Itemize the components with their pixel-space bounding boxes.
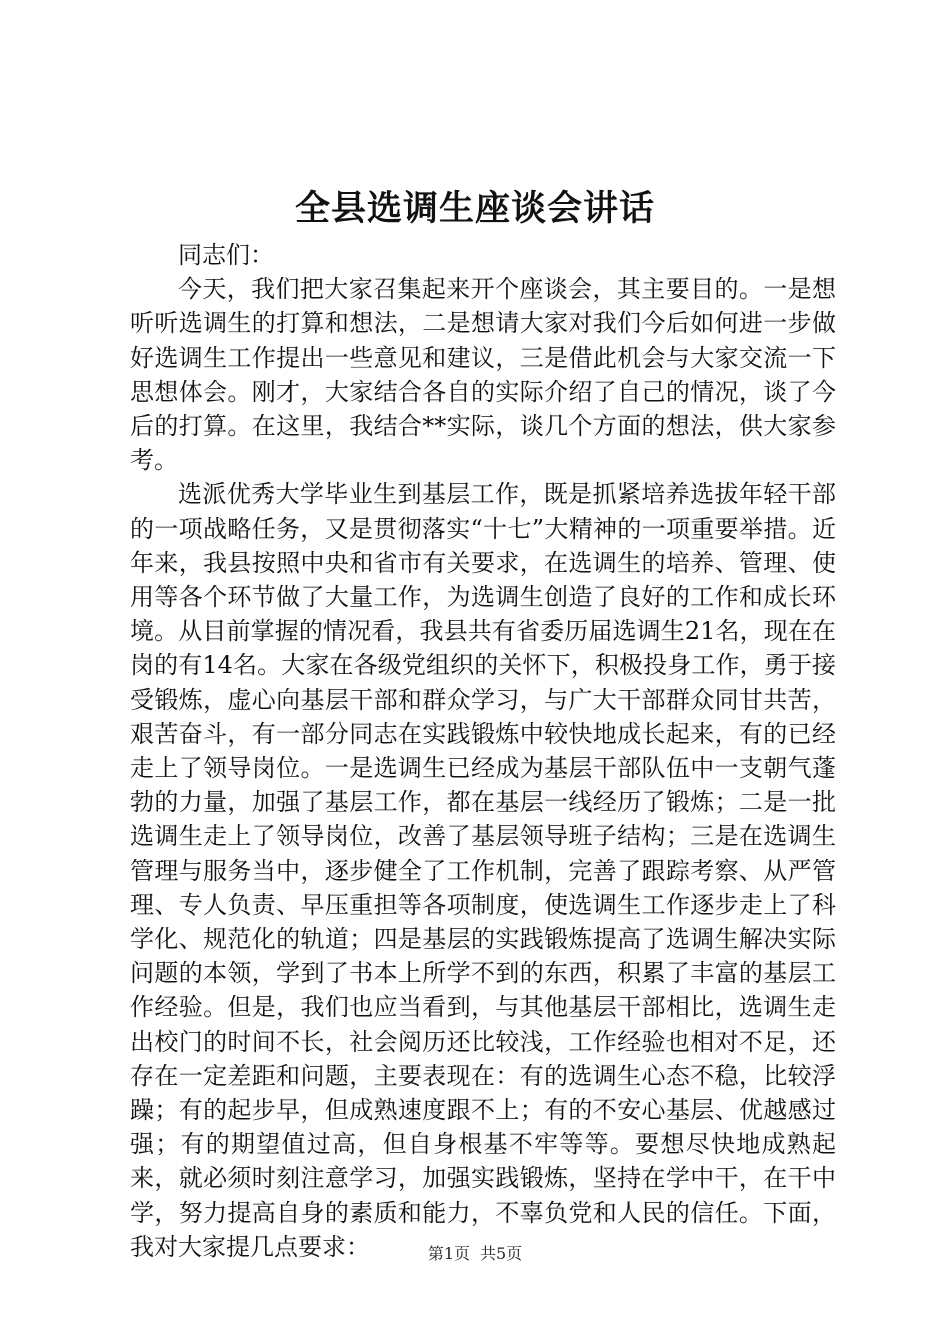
paragraph-situation: 选派优秀大学毕业生到基层工作，既是抓紧培养选拔年轻干部的一项战略任务，又是贯彻落实“十七”大精神的一项重要举措。近年来，我县按照中央和省市有关要求，在选调生的培养、管理、使用等各个环节做了大量工作，为选调生创造了良好的工作和成长环境。从目前掌握的情况看，我县共有省委历届选调生21名，现在在岗的有14名。大家在各级党组织的关怀下，积极投身工作，勇于接受锻炼，虚心向基层干部和群众学习，与广大干部群众同甘共苦，艰苦奋斗，有一部分同志在实践锻炼中较快地成长起来，有的已经走上了领导岗位。一是选调生已经成为基层干部队伍中一支朝气蓬勃的力量，加强了基层工作，都在基层一线经历了锻炼；二是一批选调生走上了领导岗位，改善了基层领导班子结构；三是在选调生管理与服务当中，逐步健全了工作机制，完善了跟踪考察、从严管理、专人负责、早压重担等各项制度，使选调生工作逐步走上了科学化、规范化的轨道；四是基层的实践锻炼提高了选调生解决实际问题的本领，学到了书本上所学不到的东西，积累了丰富的基层工作经验。但是，我们也应当看到，与其他基层干部相比，选调生走出校门的时间不长，社会阅历还比较浅，工作经验也相对不足，还存在一定差距和问题，主要表现在：有的选调生心态不稳，比较浮躁；有的起步早，但成熟速度跟不上；有的不安心基层、优越感过强；有的期望值过高，但自身根基不牢等等。要想尽快地成熟起来，就必须时刻注意学习，加强实践锻炼，坚持在学中干，在干中学，努力提高自身的素质和能力，不辜负党和人民的信任。下面，我对大家提几点要求： — [130, 480, 836, 1261]
document-body — [130, 238, 836, 1264]
page-total: 共5页 — [480, 1244, 523, 1263]
document-title: 全县选调生座谈会讲话 — [294, 188, 655, 229]
page-footer — [0, 1244, 950, 1264]
paragraph-purpose: 今天，我们把大家召集起来开个座谈会，其主要目的。一是想听听选调生的打算和想法，二是想请大家对我们今后如何进一步做好选调生工作提出一些意见和建议，三是借此机会与大家交流一下思想体会。刚才，大家结合各自的实际介绍了自己的情况，谈了今后的打算。在这里，我结合**实际，谈几个方面的想法，供大家参考。 — [130, 275, 836, 475]
salutation: 同志们： — [178, 241, 274, 269]
page-number: 第1页 — [427, 1244, 470, 1263]
